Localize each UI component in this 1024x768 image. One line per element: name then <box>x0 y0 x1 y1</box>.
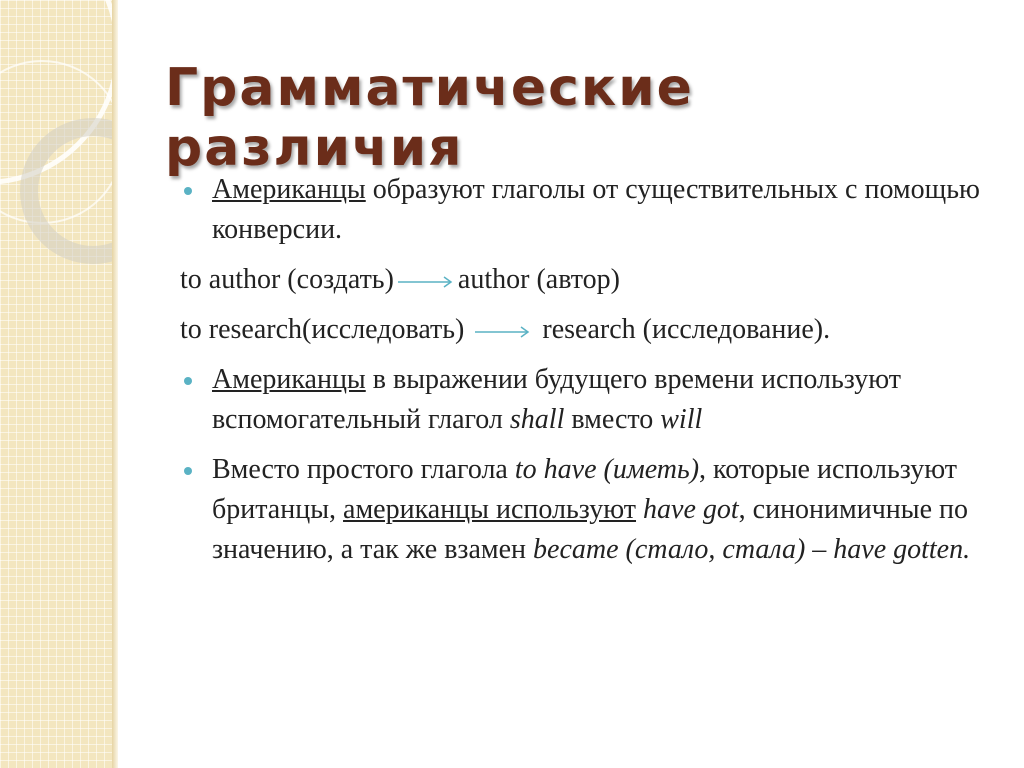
decorative-panel-edge <box>112 0 118 768</box>
text: , которые используют британцы, <box>212 454 957 525</box>
arrow-right-icon <box>475 326 531 338</box>
bullet-icon <box>184 467 192 475</box>
bullet-item <box>180 450 1000 570</box>
text: Вместо простого глагола <box>212 454 515 485</box>
italic-text: will <box>660 404 703 435</box>
underlined-text: Американцы <box>212 364 366 395</box>
text: research (исследование). <box>535 314 831 345</box>
underlined-text: Американцы <box>212 174 366 205</box>
underlined-text: американцы используют <box>343 494 637 525</box>
text: в выражении будущего времени используют вспомогательный глагол <box>212 364 902 435</box>
example-line <box>180 260 1000 300</box>
text: вместо <box>564 404 661 435</box>
text: , синонимичные по значению, а так же взамен <box>212 494 969 565</box>
italic-text: became (стало, стала) – have gotten. <box>533 534 971 565</box>
text: to author (создать) <box>180 264 394 295</box>
italic-text: have got <box>643 494 739 525</box>
italic-text: to have (иметь) <box>514 454 700 485</box>
bullet-item <box>180 170 1000 250</box>
text: author (автор) <box>457 264 620 295</box>
text: образуют глаголы от существительных с помощью конверсии. <box>212 174 980 245</box>
example-line <box>180 310 1000 350</box>
bullet-icon <box>184 187 192 195</box>
italic-text: shall <box>509 404 565 435</box>
slide-title: Грамматические различия <box>165 58 694 178</box>
decorative-side-panel <box>0 0 112 768</box>
text <box>636 494 643 525</box>
bullet-icon <box>184 377 192 385</box>
arrow-right-icon <box>398 276 454 288</box>
bullet-item <box>180 360 1000 440</box>
text: to research(исследовать) <box>180 314 472 345</box>
slide-content <box>180 170 1000 580</box>
